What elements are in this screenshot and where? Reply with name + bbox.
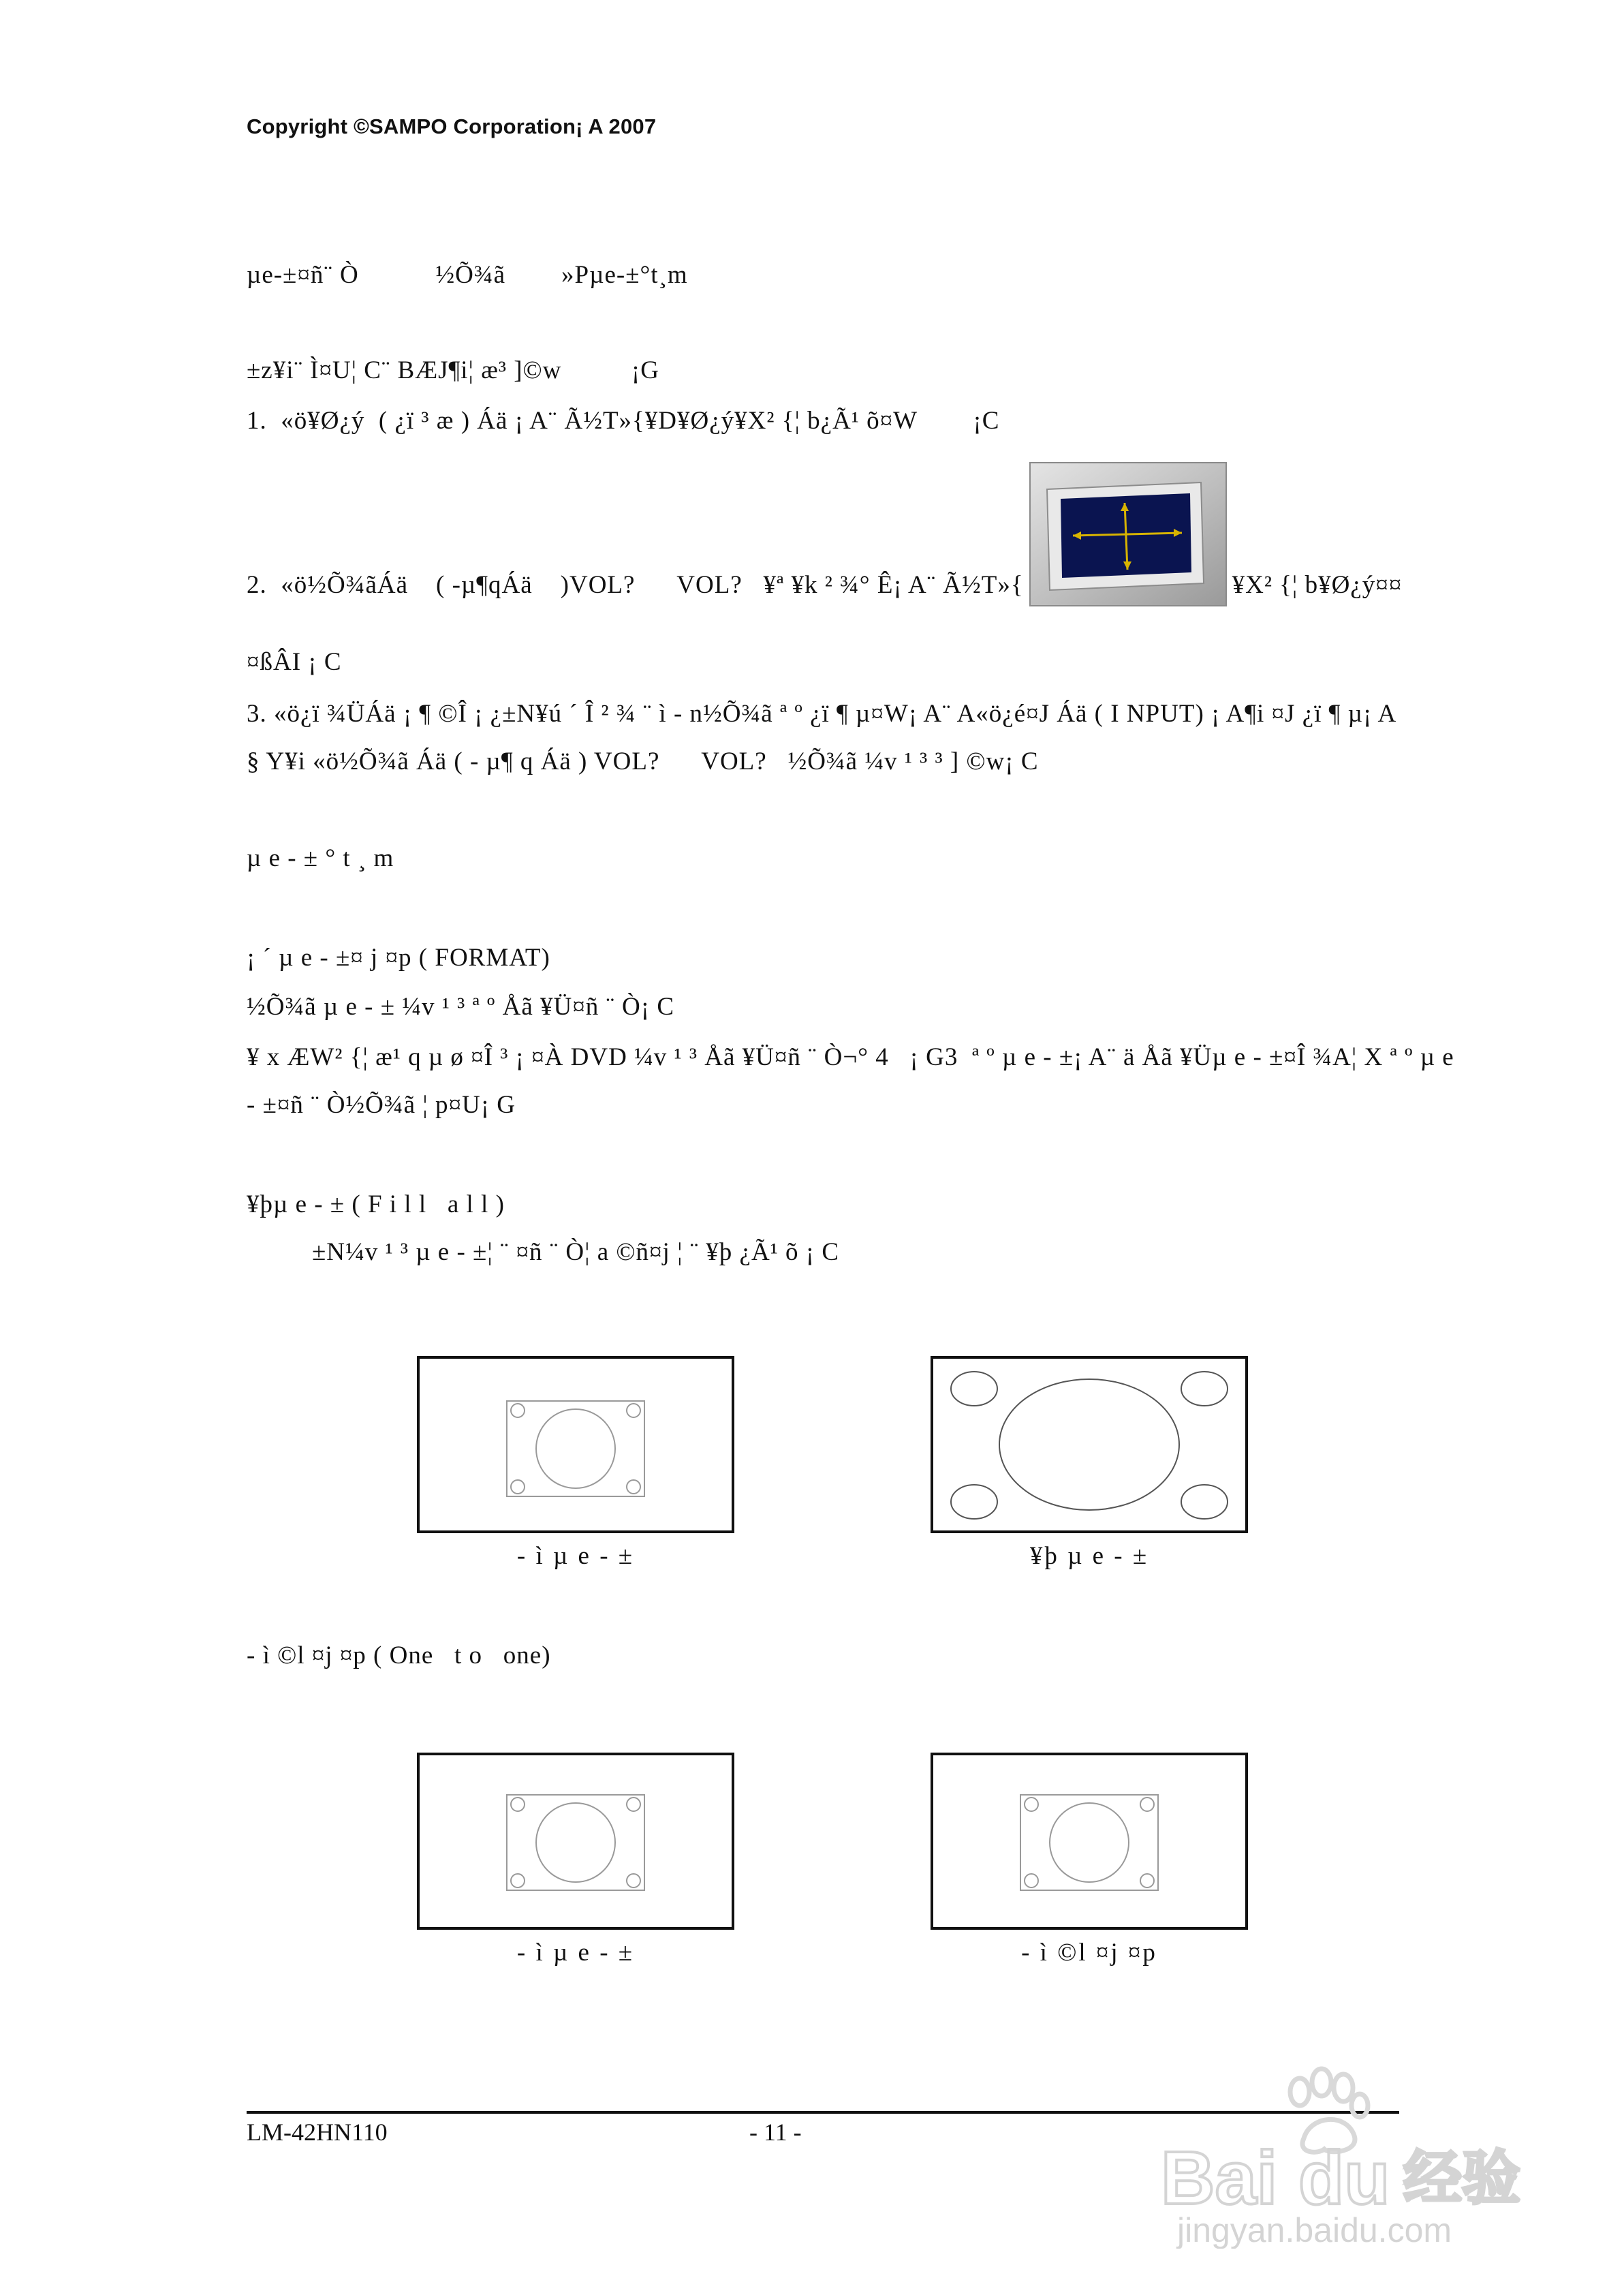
baidu-watermark-logo [1158,2044,1540,2249]
figure-original-picture-2 [417,1753,734,1930]
text-line-fill-all: ¥þµ e - ± ( F i l l a l l ) [247,1190,505,1218]
figure-full-picture [931,1356,1248,1533]
text-line-11: ¥ x ÆW² {¦ æ¹ q µ ø ¤Î ³ ¡ ¤À DVD ¼v ¹ ³ Åã ¥Ü¤ñ ¨ Ò¬° 4 ¡ G3 ª º µ e - ±¡ A¨ ä Åã ¥Üµ e - ±¤Î ¾A¦ X ª º µ e [247,1043,1454,1071]
copyright-notice: Copyright ©SAMPO Corporation¡ A 2007 [247,114,657,138]
text-line-5: ¤ßÂI ¡ C [247,648,342,676]
text-line-10: ½Õ¾ã µ e - ± ¼v ¹ ³ ª º Åã ¥Ü¤ñ ¨ Ò¡ C [247,993,675,1021]
caption-full-picture: ¥þ µ e - ± [1029,1542,1149,1570]
text-line-2: ±z¥i¨ Ì¤U¦ C¨ BÆJ¶i¦ æ³ ]©w ¡G [247,356,659,384]
caption-original-picture: - ì µ e - ± [516,1542,635,1570]
footer-page-number: - 11 - [749,2119,802,2146]
text-line-format: ¡ ´ µ e - ±¤ j ¤p ( FORMAT) [247,944,550,972]
tv-position-icon [1029,462,1227,606]
text-line-14: ±N¼v ¹ ³ µ e - ±¦ ¨ ¤ñ ¨ Ò¦ a ©ñ¤j ¦ ¨ ¥þ ¿Ã¹ õ ¡ C [312,1238,840,1266]
text-line-one-to-one: - ì ©l ¤j ¤p ( One t o one) [247,1642,551,1669]
text-line-6: 3. «ö¿ï ¾ÜÁä ¡ ¶ ©Î ¡ ¿±N¥ú ´ Î ² ¾ ¨ ì - n½Õ¾ã ª º ¿ï ¶ µ¤W¡ A¨ A«ö¿é¤J Áä ( I NPUT) ¡ A¶i ¤J ¿ï ¶ µ¡ A [247,700,1397,728]
text-line-1: µe-±¤ñ¨ Ò ½Õ¾ã »Pµe-±°t¸m [247,261,688,289]
text-line-4a: 2. «ö½Õ¾ãÁä ( -µ¶qÁä )VOL? VOL? ¥ª ¥k ² ¾° Ê¡ A¨ Ã½T»{ [247,571,1024,599]
svg-text:Bai: Bai [1161,2136,1278,2220]
figure-one-to-one [931,1753,1248,1930]
caption-original-picture-2: - ì µ e - ± [516,1939,635,1967]
text-line-4b: ¥X² {¦ b¥Ø¿ý¤¤ [1232,571,1403,599]
svg-text:jingyan.baidu.com: jingyan.baidu.com [1177,2211,1452,2249]
footer-model-number: LM-42HN110 [247,2119,388,2146]
section-title-picture-config: µ e - ± ° t ¸ m [247,844,394,872]
svg-text:du: du [1298,2136,1390,2220]
svg-text:经验: 经验 [1403,2146,1520,2211]
figure-original-picture [417,1356,734,1533]
text-line-12: - ±¤ñ ¨ Ò½Õ¾ã ¦ p¤U¡ G [247,1091,516,1119]
text-line-3: 1. «ö¥Ø¿ý ( ¿ï ³ æ ) Áä ¡ A¨ Ã½T»{¥D¥Ø¿ý¥X² {¦ b¿Ã¹ õ¤W ¡C [247,407,1000,435]
text-line-4 [247,462,1402,606]
text-line-7: § Y¥i «ö½Õ¾ã Áä ( - µ¶ q Áä ) VOL? VOL? ½Õ¾ã ¼v ¹ ³ ³ ] ©w¡ C [247,748,1039,775]
caption-one-to-one: - ì ©l ¤j ¤p [1021,1939,1157,1967]
